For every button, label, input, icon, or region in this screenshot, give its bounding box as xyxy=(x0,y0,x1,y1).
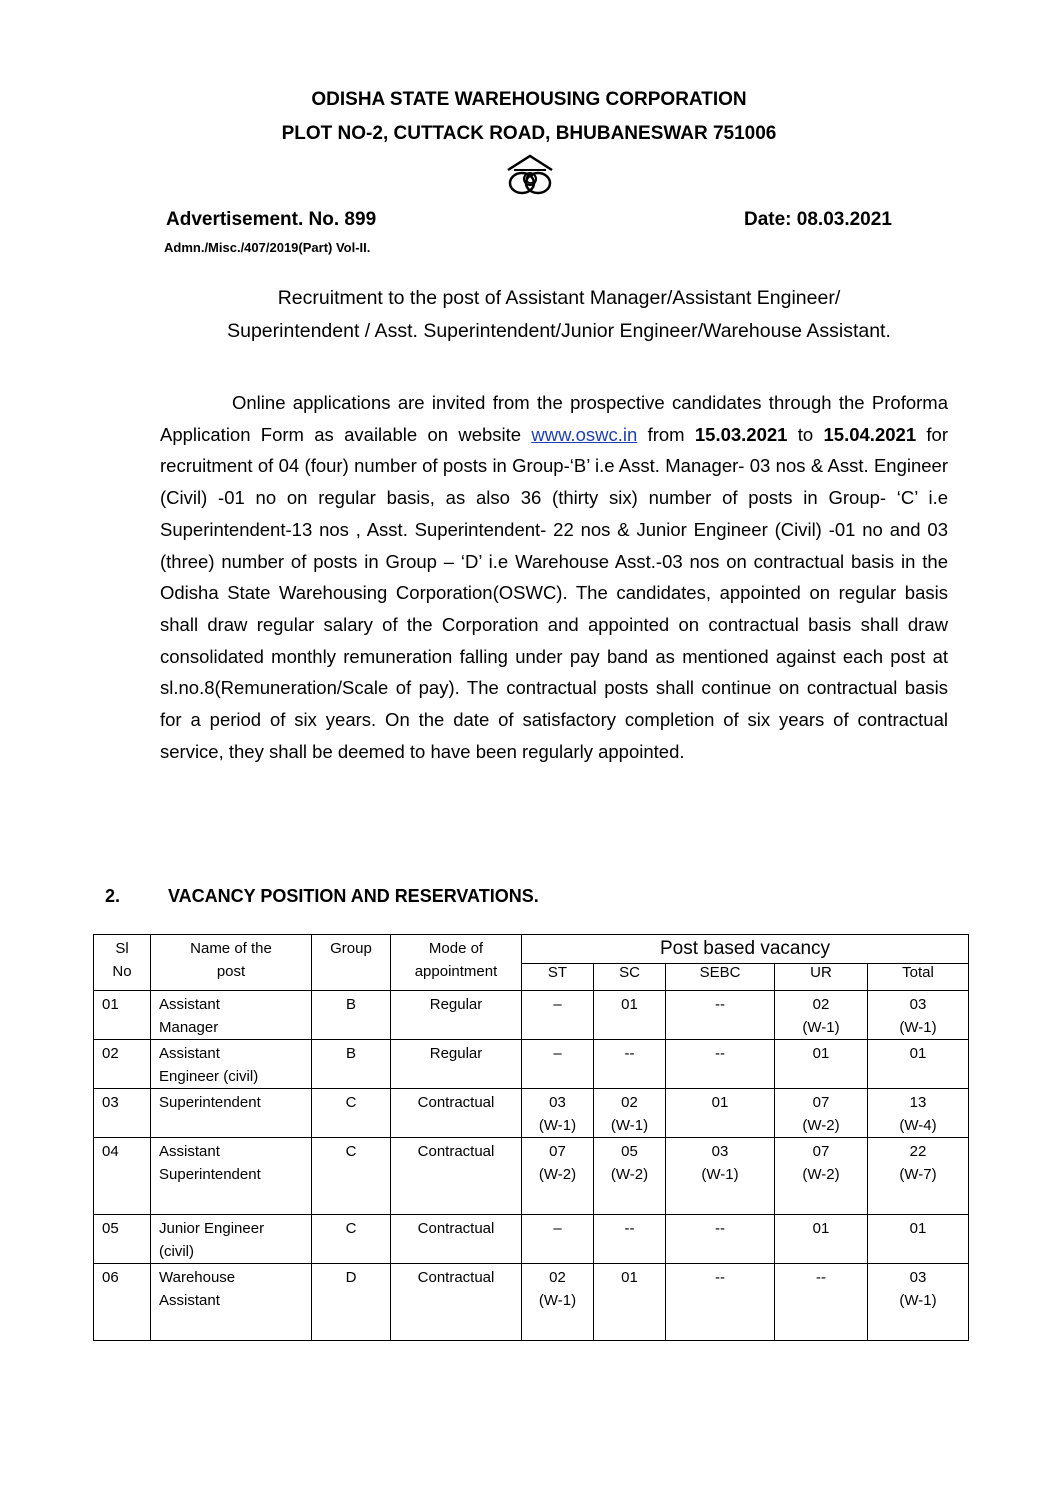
cell-ur: 01 xyxy=(775,1040,868,1089)
cell-st: 02 (W-1) xyxy=(522,1264,594,1341)
cell-sc: 05 (W-2) xyxy=(594,1138,666,1215)
cell-sc: 01 xyxy=(594,991,666,1040)
cell-name: Junior Engineer (civil) xyxy=(151,1215,312,1264)
body-text-2: from xyxy=(637,423,695,445)
cell-sc: 01 xyxy=(594,1264,666,1341)
cell-ur: 07 (W-2) xyxy=(775,1089,868,1138)
body-text-1: Online applications are invited from the prospective candidates through the Proforma Application Form as available on website xyxy=(160,392,948,445)
cell-name: Assistant Manager xyxy=(151,991,312,1040)
cell-sebc: -- xyxy=(666,1215,775,1264)
cell-group: C xyxy=(312,1138,391,1215)
header-group: Group xyxy=(312,935,391,991)
organization-address: PLOT NO-2, CUTTACK ROAD, BHUBANESWAR 751006 xyxy=(281,123,777,144)
table-row xyxy=(94,1040,969,1089)
cell-mode: Contractual xyxy=(391,1138,522,1215)
cell-sc: -- xyxy=(594,1040,666,1089)
cell-group: B xyxy=(312,1040,391,1089)
cell-st: – xyxy=(522,1215,594,1264)
cell-sl: 05 xyxy=(94,1215,151,1264)
advertisement-number: Advertisement. No. 899 xyxy=(166,209,377,230)
header-mode: Mode of appointment xyxy=(391,935,522,991)
cell-sl: 06 xyxy=(94,1264,151,1341)
cell-ur: 01 xyxy=(775,1215,868,1264)
cell-sebc: 03 (W-1) xyxy=(666,1138,775,1215)
cell-mode: Contractual xyxy=(391,1089,522,1138)
table-row xyxy=(94,991,969,1040)
table-row xyxy=(94,1215,969,1264)
header-ur: UR xyxy=(775,964,868,991)
table-row xyxy=(94,1089,969,1138)
header-sebc: SEBC xyxy=(666,964,775,991)
advertisement-date: Date: 08.03.2021 xyxy=(744,209,892,230)
cell-sebc: -- xyxy=(666,1264,775,1341)
cell-group: C xyxy=(312,1089,391,1138)
vacancy-table xyxy=(93,934,969,1341)
cell-total: 01 xyxy=(868,1215,969,1264)
cell-group: B xyxy=(312,991,391,1040)
cell-ur: -- xyxy=(775,1264,868,1341)
cell-sebc: -- xyxy=(666,991,775,1040)
subject-line-2: Superintendent / Asst. Superintendent/Junior Engineer/Warehouse Assistant. xyxy=(227,320,891,342)
cell-total: 22 (W-7) xyxy=(868,1138,969,1215)
cell-sl: 03 xyxy=(94,1089,151,1138)
admin-reference: Admn./Misc./407/2019(Part) Vol-II. xyxy=(164,240,371,255)
cell-sl: 02 xyxy=(94,1040,151,1089)
cell-total: 01 xyxy=(868,1040,969,1089)
cell-st: 03 (W-1) xyxy=(522,1089,594,1138)
body-text-4: for recruitment of 04 (four) number of posts in Group-‘B’ i.e Asst. Manager- 03 nos & Asst. Engineer (Civil) -01 no on regular basis, as also 36 (thirty six) number of posts in Group- ‘C’ i.e Superintendent-13 nos , Asst. Superintendent- 22 nos & Junior Engineer (Civil) -01 no and 03 (three) number of posts in Group – ‘D’ i.e Warehouse Asst.-03 nos on contractual basis in the Odisha State Warehousing Corporation(OSWC). The candidates, appointed on regular basis shall draw regular salary of the Corporation and appointed on contractual basis shall draw consolidated monthly remuneration falling under pay band as mentioned against each post at sl.no.8(Remuneration/Scale of pay). The contractual posts shall continue on contractual basis for a period of six years. On the date of satisfactory completion of six years of contractual service, they shall be deemed to have been regularly appointed. xyxy=(160,423,949,762)
website-link[interactable]: www.oswc.in xyxy=(531,423,638,445)
cell-sl: 01 xyxy=(94,991,151,1040)
date-from: 15.03.2021 xyxy=(694,423,788,445)
cell-sebc: -- xyxy=(666,1040,775,1089)
header-total: Total xyxy=(868,964,969,991)
header-post-name: Name of the post xyxy=(151,935,312,991)
cell-sl: 04 xyxy=(94,1138,151,1215)
cell-mode: Regular xyxy=(391,1040,522,1089)
header-post-based-vacancy: Post based vacancy xyxy=(522,935,969,964)
cell-name: Warehouse Assistant xyxy=(151,1264,312,1341)
section-number: 2. xyxy=(105,886,121,906)
cell-group: C xyxy=(312,1215,391,1264)
cell-st: – xyxy=(522,1040,594,1089)
cell-name: Superintendent xyxy=(151,1089,312,1138)
header-sc: SC xyxy=(594,964,666,991)
cell-st: 07 (W-2) xyxy=(522,1138,594,1215)
cell-total: 03 (W-1) xyxy=(868,991,969,1040)
table-row xyxy=(94,1138,969,1215)
cell-st: – xyxy=(522,991,594,1040)
header-sl-no: Sl No xyxy=(94,935,151,991)
header-st: ST xyxy=(522,964,594,991)
cell-total: 03 (W-1) xyxy=(868,1264,969,1341)
table-row xyxy=(94,1264,969,1341)
cell-ur: 02 (W-1) xyxy=(775,991,868,1040)
cell-mode: Contractual xyxy=(391,1264,522,1341)
cell-ur: 07 (W-2) xyxy=(775,1138,868,1215)
body-paragraph xyxy=(160,387,948,767)
body-text-3: to xyxy=(787,423,824,445)
section-title: VACANCY POSITION AND RESERVATIONS. xyxy=(168,886,539,906)
subject-line-1: Recruitment to the post of Assistant Manager/Assistant Engineer/ xyxy=(277,287,841,309)
cell-mode: Contractual xyxy=(391,1215,522,1264)
cell-total: 13 (W-4) xyxy=(868,1089,969,1138)
cell-name: Assistant Superintendent xyxy=(151,1138,312,1215)
organization-name: ODISHA STATE WAREHOUSING CORPORATION xyxy=(311,89,747,110)
cell-mode: Regular xyxy=(391,991,522,1040)
date-to: 15.04.2021 xyxy=(823,423,917,445)
cell-sc: -- xyxy=(594,1215,666,1264)
cell-sc: 02 (W-1) xyxy=(594,1089,666,1138)
cell-sebc: 01 xyxy=(666,1089,775,1138)
oswc-emblem-icon xyxy=(502,152,558,198)
cell-name: Assistant Engineer (civil) xyxy=(151,1040,312,1089)
cell-group: D xyxy=(312,1264,391,1341)
